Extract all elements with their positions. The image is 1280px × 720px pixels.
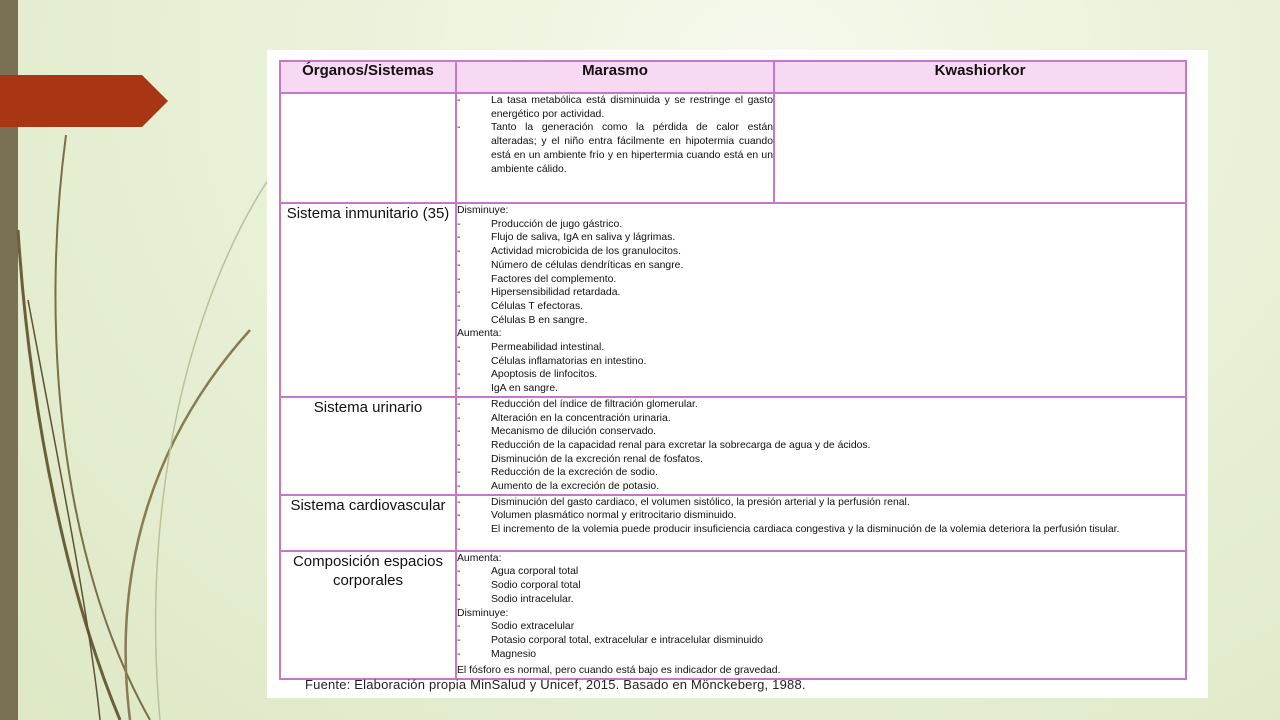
comparison-table (279, 60, 1187, 680)
list-item: - Células B en sangre. (457, 314, 588, 326)
list-item: - Apoptosis de linfocitos. (457, 369, 598, 381)
list-item: - Permeabilidad intestinal. (457, 342, 605, 354)
red-arrow-shape (0, 75, 168, 127)
marasmo-cell (456, 93, 774, 203)
composition-cell (456, 551, 1186, 679)
list-item: - Células inflamatorias en intestino. (457, 355, 647, 367)
list-item: - IgA en sangre. (457, 383, 559, 395)
composition-dec-label: Disminuye: (457, 607, 509, 619)
list-item: - Alteración en la concentración urinaria. (457, 412, 671, 424)
list-item: - Número de células dendríticas en sangre. (457, 259, 684, 271)
table-row (280, 397, 1186, 495)
organ-cardio: Sistema cardiovascular (280, 495, 456, 551)
list-item: - Mecanismo de dilución conservado. (457, 426, 657, 438)
table-row (280, 551, 1186, 679)
list-item: - Actividad microbicida de los granulocitos. (457, 246, 682, 258)
list-item: - Sodio extracelular (457, 621, 575, 633)
list-item: - Sodio intracelular. (457, 593, 574, 605)
immune-dec-label: Disminuye: (457, 205, 509, 216)
list-item: - La tasa metabólica está disminuida y se restringe el gasto energético por actividad. (457, 95, 773, 120)
table-card (267, 50, 1208, 698)
header-marasmo: Marasmo (456, 61, 774, 93)
composition-inc-label: Aumenta: (457, 552, 502, 564)
immune-cell (456, 203, 1186, 397)
source-caption: Fuente: Elaboración propia MinSalud y Unicef, 2015. Basado en Mönckeberg, 1988. (305, 677, 806, 692)
organ-urinary: Sistema urinario (280, 397, 456, 495)
table-row (280, 93, 1186, 203)
header-kwashiorkor: Kwashiorkor (774, 61, 1186, 93)
kwashiorkor-cell (774, 93, 1186, 203)
list-item: - Tanto la generación como la pérdida de calor están alteradas; y el niño entra fácilmente en hipotermia cuando está en un ambiente frío y en hipertermia cuando está en un ambiente cálido. (457, 122, 773, 175)
table-row (280, 495, 1186, 551)
list-item: - Disminución de la excreción renal de fosfatos. (457, 453, 703, 465)
list-item: - Reducción de la excreción de sodio. (457, 467, 658, 479)
table-row (280, 203, 1186, 397)
list-item: - Volumen plasmático normal y eritrocitario disminuido. (457, 510, 737, 522)
immune-inc-label: Aumenta: (457, 328, 502, 340)
organ-immune: Sistema inmunitario (35) (280, 203, 456, 397)
list-item: - Magnesio (457, 648, 537, 660)
list-item: - Reducción del índice de filtración glomerular. (457, 398, 698, 410)
list-item: - Disminución del gasto cardiaco, el volumen sistólico, la presión arterial y la perfusión renal. (457, 496, 910, 508)
list-item: - Hipersensibilidad retardada. (457, 287, 621, 299)
organ-cell-empty (280, 93, 456, 203)
list-item: - Factores del complemento. (457, 273, 617, 285)
header-organs: Órganos/Sistemas (280, 61, 456, 93)
list-item: - Potasio corporal total, extracelular e intracelular disminuido (457, 634, 764, 646)
list-item: - Reducción de la capacidad renal para excretar la sobrecarga de agua y de ácidos. (457, 439, 871, 451)
list-item: - Aumento de la excreción de potasio. (457, 481, 660, 493)
urinary-cell (456, 397, 1186, 495)
list-item: - El incremento de la volemia puede producir insuficiencia cardiaca congestiva y la disminución de la volemia deteriora la perfusión tisular. (457, 524, 1120, 536)
list-item: - Células T efectoras. (457, 300, 584, 312)
composition-note: El fósforo es normal, pero cuando está bajo es indicador de gravedad. (457, 665, 781, 677)
list-item: - Flujo de saliva, IgA en saliva y lágrimas. (457, 232, 676, 244)
list-item: - Producción de jugo gástrico. (457, 218, 623, 230)
organ-composition: Composición espacios corporales (280, 551, 456, 679)
list-item: - Sodio corporal total (457, 580, 581, 592)
cardio-cell (456, 495, 1186, 551)
list-item: - Agua corporal total (457, 566, 579, 578)
